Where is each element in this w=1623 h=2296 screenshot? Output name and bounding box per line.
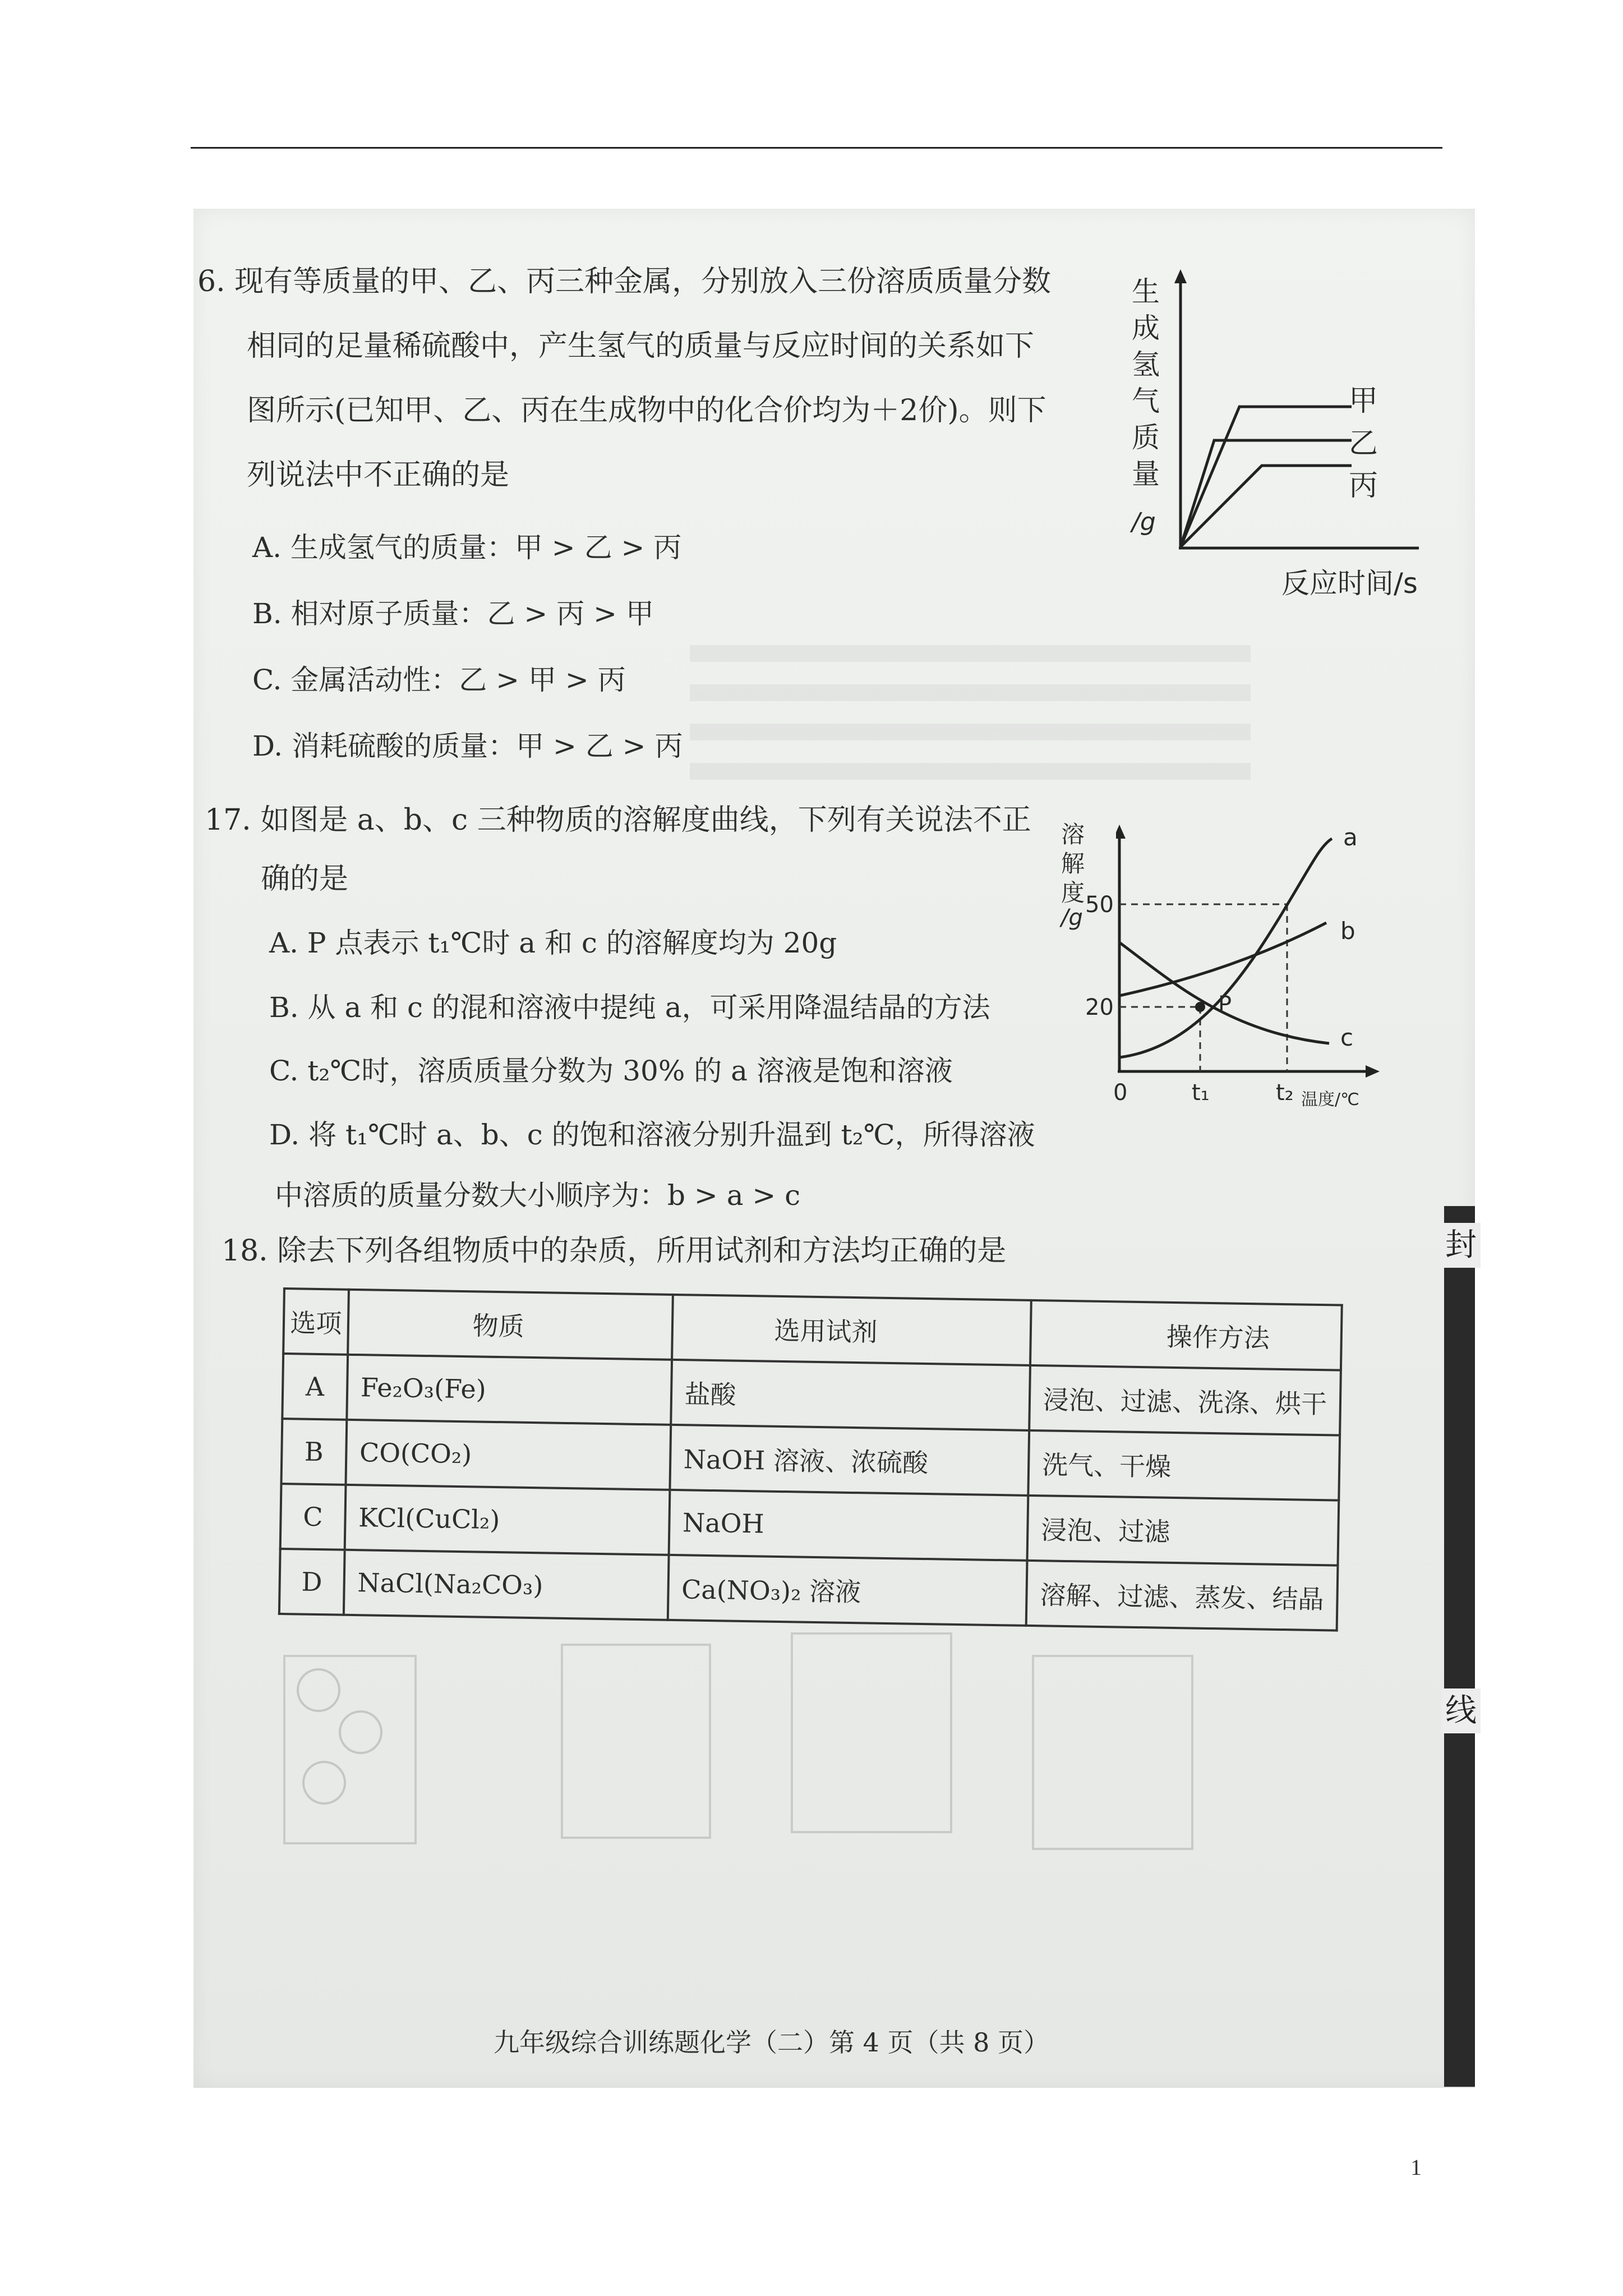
table-cell-reagent: Ca(NO₃)₂ 溶液 [667, 1555, 1027, 1626]
q17-option-a: A. P 点表示 t₁℃时 a 和 c 的溶解度均为 20g [269, 927, 837, 959]
table-header-cell: 操作方法 [1030, 1300, 1342, 1370]
page-number: 1 [1410, 2155, 1422, 2180]
q16-series-label-bing: 丙 [1349, 469, 1378, 503]
q16-series-label-yi: 乙 [1349, 427, 1378, 461]
q16-ylabel-char: 生 [1132, 275, 1160, 308]
q17-option-d: D. 将 t₁℃时 a、b、c 的饱和溶液分别升温到 t₂℃，所得溶液 [269, 1119, 1035, 1151]
q16-line-jia [1181, 407, 1352, 547]
q17-solubility-figure [1116, 825, 1385, 1094]
q17-line1: 17. 如图是 a、b、c 三种物质的溶解度曲线，下列有关说法不正 [205, 803, 1031, 837]
bleed-through-diagram [561, 1644, 711, 1839]
q16-line-yi [1181, 440, 1352, 547]
binding-mark-seal: 封 [1441, 1223, 1481, 1268]
q17-xlabel: 温度/℃ [1301, 1090, 1359, 1110]
q16-line4: 列说法中不正确的是 [247, 458, 510, 492]
q17-x-tick-t2: t₂ [1276, 1080, 1294, 1106]
q16-xlabel: 反应时间/s [1281, 567, 1418, 600]
exam-footer: 九年级综合训练题化学（二）第 4 页（共 8 页） [494, 2027, 1050, 2058]
bleed-through-diagram [791, 1632, 952, 1833]
q17-ylabel-char: 溶 [1061, 821, 1085, 848]
q17-curve-label-b: b [1340, 917, 1355, 945]
q17-option-c: C. t₂℃时，溶质质量分数为 30% 的 a 溶液是饱和溶液 [269, 1055, 953, 1087]
q17-option-b: B. 从 a 和 c 的混和溶液中提纯 a，可采用降温结晶的方法 [269, 991, 990, 1024]
q17-line2: 确的是 [261, 862, 349, 896]
table-cell-option: D [279, 1549, 345, 1615]
q16-ylabel-char: 量 [1132, 458, 1160, 490]
q16-ylabel-char: 质 [1132, 421, 1160, 454]
table-cell-option: A [282, 1354, 348, 1420]
table-header-cell: 物质 [348, 1290, 673, 1360]
q17-curve-label-c: c [1340, 1024, 1354, 1051]
binding-mark-line: 线 [1441, 1688, 1481, 1733]
q16-line3: 图所示(已知甲、乙、丙在生成物中的化合价均为＋2价)。则下 [247, 394, 1046, 427]
q16-ylabel-char: 氢 [1132, 348, 1160, 381]
table-cell-reagent: NaOH 溶液、浓硫酸 [670, 1425, 1029, 1496]
table-cell-option: B [282, 1419, 347, 1485]
q17-point-p [1195, 1002, 1205, 1012]
bleed-through-diagram [283, 1655, 417, 1844]
table-cell-substance: Fe₂O₃(Fe) [347, 1355, 672, 1425]
q17-curve-label-a: a [1343, 823, 1358, 851]
table-cell-reagent: 盐酸 [671, 1360, 1030, 1430]
table-cell-substance: KCl(CuCl₂) [344, 1485, 670, 1555]
q16-line1: 6. 现有等质量的甲、乙、丙三种金属，分别放入三份溶质质量分数 [197, 265, 1052, 298]
table-header-cell: 选用试剂 [672, 1295, 1031, 1365]
table-cell-method: 洗气、干燥 [1028, 1430, 1340, 1501]
q16-series-label-jia: 甲 [1349, 384, 1378, 418]
q17-y-tick-20: 20 [1085, 995, 1114, 1020]
q16-line-bing [1181, 466, 1352, 547]
q16-option-b: B. 相对原子质量：乙 > 丙 > 甲 [252, 597, 654, 630]
q18-purification-table [278, 1287, 1343, 1632]
q17-x-tick-t1: t₁ [1192, 1080, 1210, 1106]
bleed-through-texture [690, 645, 1251, 785]
q17-option-d-cont: 中溶质的质量分数大小顺序为：b > a > c [275, 1179, 801, 1212]
q17-ylabel-char: 度 [1061, 879, 1085, 907]
bleed-through-diagram [1032, 1655, 1193, 1850]
q16-ylabel-char: 气 [1132, 385, 1160, 417]
q17-ylabel-char: /g [1061, 905, 1083, 931]
q17-point-label: P [1218, 992, 1232, 1018]
q16-line2: 相同的足量稀硫酸中，产生氢气的质量与反应时间的关系如下 [247, 329, 1035, 363]
q16-ylabel-char: /g [1132, 508, 1156, 536]
q17-y-tick-50: 50 [1085, 892, 1114, 918]
q17-curve-b [1119, 923, 1326, 996]
table-cell-method: 溶解、过滤、蒸发、结晶 [1026, 1561, 1338, 1631]
q17-x-tick-0: 0 [1113, 1080, 1128, 1106]
q18-title: 18. 除去下列各组物质中的杂质，所用试剂和方法均正确的是 [222, 1234, 1007, 1268]
q16-option-d: D. 消耗硫酸的质量：甲 > 乙 > 丙 [252, 730, 683, 762]
q16-ylabel-char: 成 [1132, 312, 1160, 344]
table-cell-method: 浸泡、过滤、洗涤、烘干 [1029, 1365, 1341, 1435]
table-cell-method: 浸泡、过滤 [1027, 1496, 1339, 1566]
q17-curve-a [1119, 839, 1332, 1057]
table-header-cell: 选项 [283, 1289, 349, 1355]
binding-margin-bar [1444, 1206, 1475, 2087]
table-cell-reagent: NaOH [668, 1490, 1028, 1561]
q17-ylabel-char: 解 [1061, 850, 1085, 877]
q16-option-c: C. 金属活动性：乙 > 甲 > 丙 [252, 664, 626, 696]
table-cell-option: C [280, 1484, 346, 1550]
table-cell-substance: NaCl(Na₂CO₃) [344, 1550, 669, 1620]
q16-option-a: A. 生成氢气的质量：甲 > 乙 > 丙 [252, 531, 682, 564]
table-cell-substance: CO(CO₂) [345, 1420, 671, 1490]
header-rule [191, 147, 1442, 149]
